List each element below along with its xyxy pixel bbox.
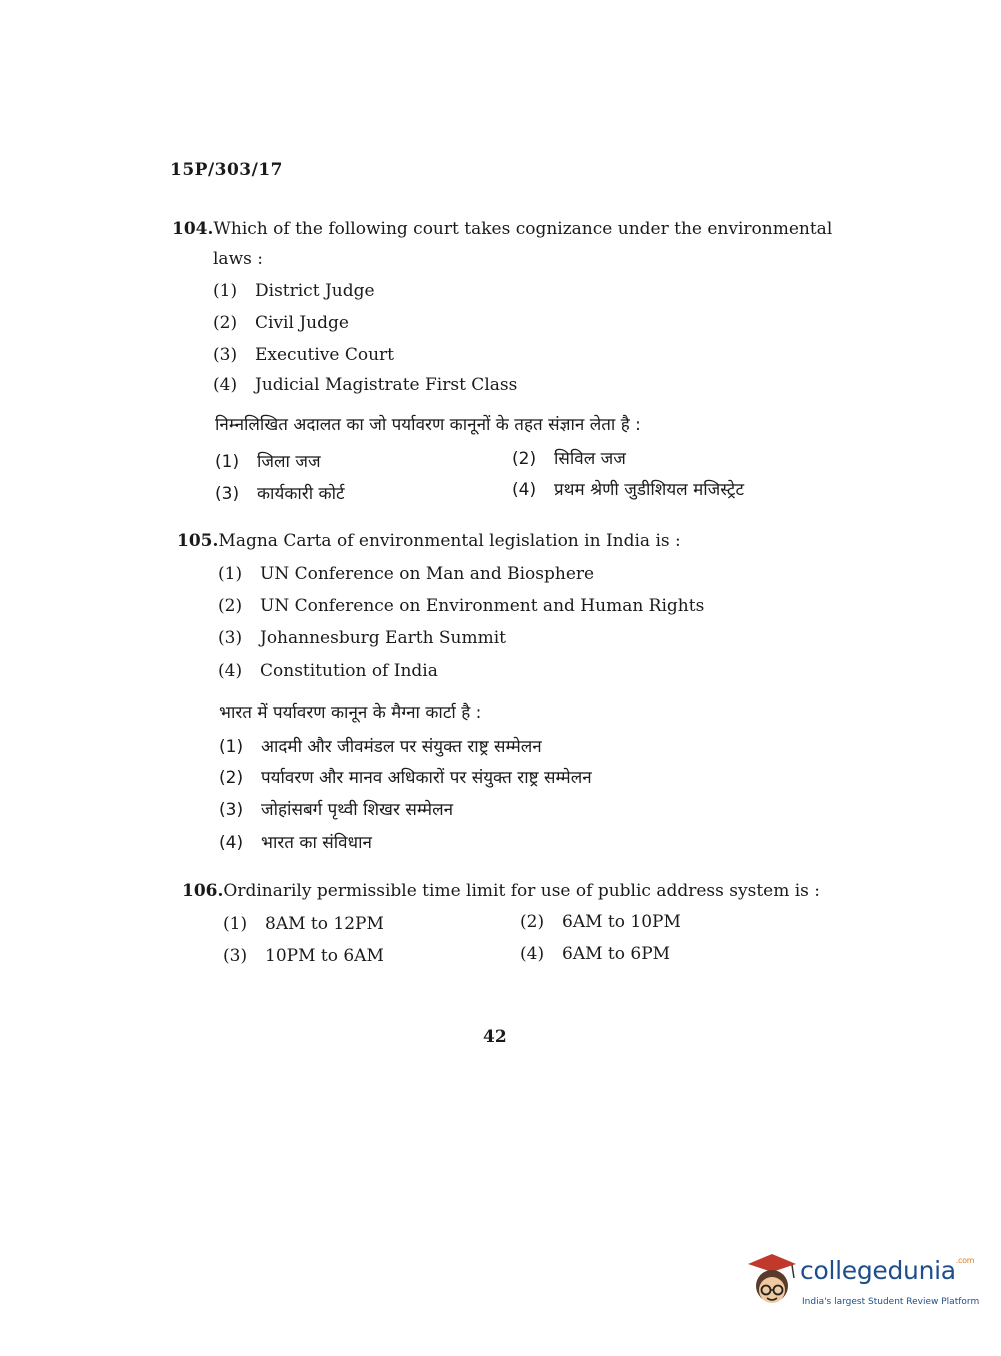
hindi-question-text: भारत में पर्यावरण कानून के मैग्ना कार्टा है :: [219, 703, 482, 723]
option: (1) UN Conference on Man and Biosphere: [218, 564, 595, 584]
hindi-option: (3) कार्यकारी कोर्ट: [215, 484, 345, 504]
question-text: Which of the following court takes cognizance under the environmental: [213, 219, 833, 239]
hindi-option: (4) भारत का संविधान: [219, 833, 372, 853]
option: (4) 6AM to 6PM: [520, 944, 671, 964]
hindi-option: (2) सिविल जज: [512, 449, 626, 469]
mascot-logo-icon: [742, 1250, 798, 1310]
hindi-option: (2) पर्यावरण और मानव अधिकारों पर संयुक्त राष्ट्र सम्मेलन: [219, 768, 592, 788]
paper-code: 15P/303/17: [170, 160, 284, 180]
question-number: 105.: [177, 531, 219, 551]
question-106: [182, 876, 820, 906]
question-number: 106.: [182, 881, 224, 901]
option: (1) 8AM to 12PM: [223, 914, 384, 934]
hindi-option: (3) जोहांसबर्ग पृथ्वी शिखर सम्मेलन: [219, 800, 454, 820]
brand-name: collegedunia$^{.com}$: [800, 1256, 975, 1285]
option: (2) 6AM to 10PM: [520, 912, 681, 932]
hindi-option: (1) आदमी और जीवमंडल पर संयुक्त राष्ट्र सम्मेलन: [219, 737, 542, 757]
option: (2) UN Conference on Environment and Human Rights: [218, 596, 705, 616]
question-104: [172, 214, 832, 244]
question-text-continued: laws :: [213, 249, 263, 269]
brand-tagline: India's largest Student Review Platform: [802, 1297, 980, 1307]
option: (4) Judicial Magistrate First Class: [213, 375, 518, 395]
option: (4) Constitution of India: [218, 661, 438, 681]
question-text: Ordinarily permissible time limit for use of public address system is :: [223, 881, 821, 901]
question-text: Magna Carta of environmental legislation in India is :: [218, 531, 681, 551]
question-105: [177, 526, 681, 556]
page-number: 42: [483, 1027, 507, 1047]
question-number: 104.: [172, 219, 214, 239]
option: (2) Civil Judge: [213, 313, 349, 333]
collegedunia-watermark: [742, 1250, 980, 1320]
hindi-question-text: निम्नलिखित अदालत का जो पर्यावरण कानूनों के तहत संज्ञान लेता है :: [215, 415, 641, 435]
option: (1) District Judge: [213, 281, 375, 301]
hindi-option: (4) प्रथम श्रेणी जुडीशियल मजिस्ट्रेट: [512, 480, 745, 500]
option: (3) Executive Court: [213, 345, 395, 365]
option: (3) Johannesburg Earth Summit: [218, 628, 507, 648]
option: (3) 10PM to 6AM: [223, 946, 384, 966]
hindi-option: (1) जिला जज: [215, 452, 321, 472]
